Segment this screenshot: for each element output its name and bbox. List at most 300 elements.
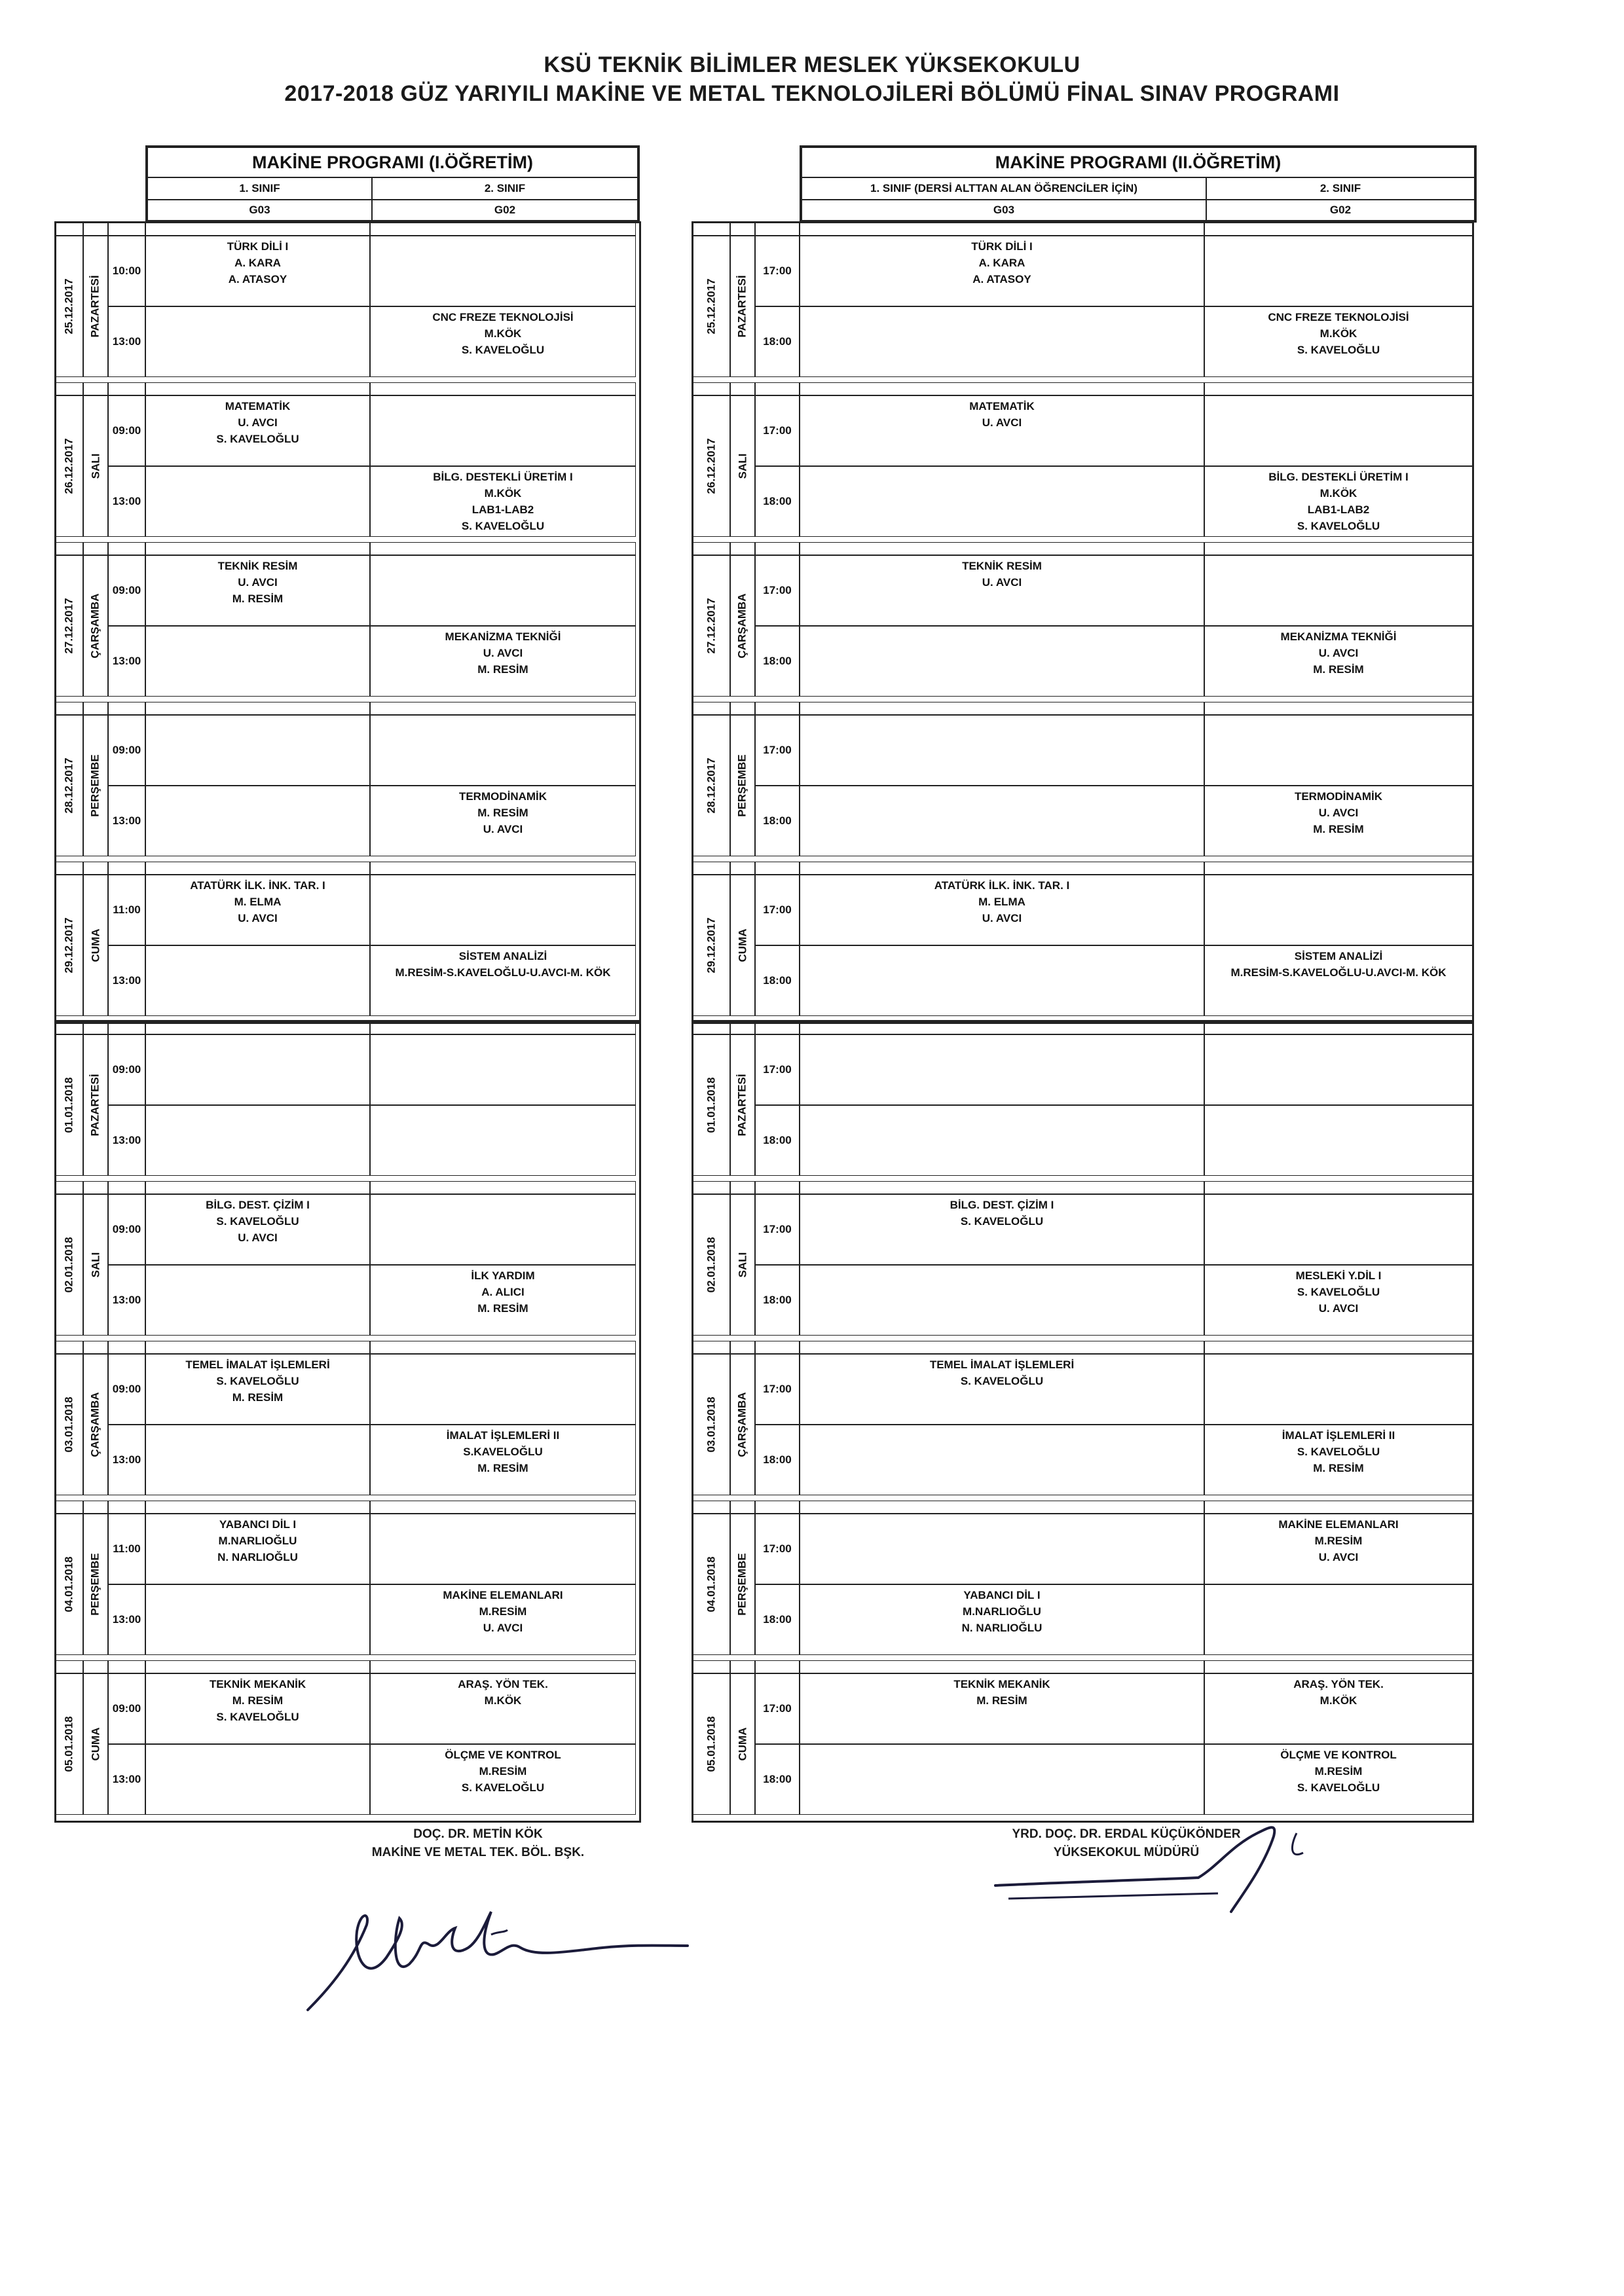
separator-cell — [800, 223, 1204, 236]
left-signatory-title: MAKİNE VE METAL TEK. BÖL. BŞK. — [371, 1846, 585, 1859]
course-name: TERMODİNAMİK — [1294, 790, 1383, 803]
date-cell — [693, 1194, 730, 1336]
weekday-cell — [83, 1514, 108, 1655]
exam-cell-class1 — [800, 555, 1204, 626]
exam-detail: S. KAVELOĞLU — [1297, 1781, 1380, 1794]
date-cell — [56, 1673, 83, 1815]
course-name: ÖLÇME VE KONTROL — [1280, 1749, 1397, 1761]
exam-cell-class2 — [370, 1194, 636, 1265]
exam-detail: S. KAVELOĞLU — [1297, 520, 1380, 532]
left-col1-room: G03 — [147, 200, 372, 221]
separator-cell — [1204, 382, 1473, 395]
course-name: ÖLÇME VE KONTROL — [445, 1749, 561, 1761]
exam-cell-class1 — [800, 236, 1204, 306]
weekday-label: CUMA — [736, 928, 748, 962]
date-label: 25.12.2017 — [705, 278, 718, 335]
separator-cell — [800, 382, 1204, 395]
separator-cell — [693, 1181, 730, 1194]
separator-cell — [83, 1660, 108, 1673]
date-cell — [56, 875, 83, 1016]
exam-detail: S. KAVELOĞLU — [461, 344, 545, 356]
separator-cell — [56, 382, 83, 395]
separator-cell — [108, 1341, 145, 1354]
right-col1-room: G03 — [802, 200, 1206, 221]
separator-cell — [730, 542, 755, 555]
time-label: 13:00 — [112, 814, 141, 827]
exam-detail: M.RESİM-S.KAVELOĞLU-U.AVCI-M. KÖK — [395, 966, 611, 979]
time-cell — [108, 1105, 145, 1176]
date-label: 25.12.2017 — [63, 278, 75, 335]
separator-cell — [83, 702, 108, 715]
exam-cell-class2 — [1204, 306, 1473, 377]
separator-cell — [755, 702, 800, 715]
separator-cell — [1204, 702, 1473, 715]
weekday-cell — [730, 395, 755, 537]
exam-cell-class2 — [370, 395, 636, 466]
weekday-label: PAZARTESİ — [89, 1074, 102, 1137]
exam-cell-class1 — [145, 555, 370, 626]
separator-cell — [730, 1660, 755, 1673]
time-label: 17:00 — [763, 1223, 792, 1235]
exam-cell-class2 — [370, 1673, 636, 1744]
exam-cell-class1 — [145, 1584, 370, 1655]
course-name: CNC FREZE TEKNOLOJİSİ — [432, 311, 574, 323]
exam-cell-class1 — [145, 626, 370, 697]
separator-cell — [693, 1341, 730, 1354]
date-cell — [56, 1034, 83, 1176]
time-label: 13:00 — [112, 335, 141, 348]
weekday-label: SALI — [736, 1252, 749, 1278]
exam-detail: U. AVCI — [483, 647, 523, 659]
exam-detail: S. KAVELOĞLU — [1297, 1286, 1380, 1298]
time-cell — [755, 945, 800, 1016]
time-cell — [755, 1194, 800, 1265]
time-label: 13:00 — [112, 1294, 141, 1306]
right-signatory-name: YRD. DOÇ. DR. ERDAL KÜÇÜKÖNDER — [1012, 1827, 1241, 1841]
exam-detail: M. RESİM — [477, 807, 528, 819]
course-name: TEKNİK MEKANİK — [953, 1678, 1050, 1690]
separator-cell — [145, 1341, 370, 1354]
date-label: 27.12.2017 — [705, 598, 718, 654]
separator-cell — [83, 223, 108, 236]
separator-cell — [370, 1501, 636, 1514]
date-cell — [693, 395, 730, 537]
exam-detail: M.NARLIOĞLU — [963, 1605, 1041, 1618]
weekday-cell — [83, 395, 108, 537]
time-label: 09:00 — [112, 1063, 141, 1076]
separator-cell — [108, 223, 145, 236]
separator-cell — [693, 542, 730, 555]
date-cell — [693, 555, 730, 697]
time-cell — [755, 1354, 800, 1425]
weekday-label: CUMA — [736, 1727, 748, 1761]
time-label: 09:00 — [112, 1702, 141, 1715]
separator-cell — [730, 223, 755, 236]
date-label: 28.12.2017 — [705, 757, 718, 814]
separator-cell — [370, 862, 636, 875]
exam-detail: S. KAVELOĞLU — [216, 1215, 299, 1228]
time-cell — [755, 1584, 800, 1655]
day-block — [693, 382, 1473, 542]
separator-cell — [108, 1501, 145, 1514]
time-label: 17:00 — [763, 1702, 792, 1715]
exam-detail: M.NARLIOĞLU — [218, 1535, 297, 1547]
separator-cell — [83, 542, 108, 555]
right-col2-class: 2. SINIF — [1206, 177, 1475, 200]
separator-cell — [1204, 1501, 1473, 1514]
exam-detail: U. AVCI — [483, 823, 523, 835]
date-label: 26.12.2017 — [63, 438, 75, 494]
time-label: 11:00 — [113, 1542, 141, 1555]
exam-cell-class1 — [145, 1425, 370, 1495]
exam-detail: A. ATASOY — [228, 273, 287, 285]
time-label: 13:00 — [112, 1773, 141, 1785]
separator-cell — [370, 1021, 636, 1034]
day-block — [693, 862, 1473, 1021]
left-program-header — [145, 145, 640, 223]
right-col2-room: G02 — [1206, 200, 1475, 221]
course-name: BİLG. DEST. ÇİZİM I — [950, 1199, 1054, 1211]
exam-detail: M.KÖK — [484, 487, 522, 500]
course-name: TERMODİNAMİK — [458, 790, 547, 803]
weekday-cell — [730, 555, 755, 697]
exam-detail: N. NARLIOĞLU — [961, 1622, 1043, 1634]
separator-cell — [800, 1341, 1204, 1354]
exam-detail: U. AVCI — [238, 912, 278, 924]
exam-detail: U. AVCI — [982, 912, 1022, 924]
separator-cell — [1204, 1660, 1473, 1673]
course-name: BİLG. DEST. ÇİZİM I — [206, 1199, 310, 1211]
time-cell — [108, 306, 145, 377]
exam-cell-class2 — [1204, 1034, 1473, 1105]
time-cell — [755, 1425, 800, 1495]
time-label: 13:00 — [112, 1453, 141, 1466]
exam-detail: U. AVCI — [238, 416, 278, 429]
separator-cell — [730, 702, 755, 715]
separator-cell — [108, 542, 145, 555]
separator-cell — [145, 1501, 370, 1514]
separator-cell — [730, 862, 755, 875]
separator-cell — [108, 862, 145, 875]
course-name: TEMEL İMALAT İŞLEMLERİ — [185, 1358, 330, 1371]
exam-cell-class2 — [1204, 395, 1473, 466]
time-cell — [755, 306, 800, 377]
exam-cell-class2 — [1204, 786, 1473, 856]
exam-detail: A. ALICI — [481, 1286, 525, 1298]
exam-detail: S. KAVELOĞLU — [1297, 1446, 1380, 1458]
date-label: 03.01.2018 — [705, 1396, 718, 1453]
course-name: ARAŞ. YÖN TEK. — [458, 1678, 548, 1690]
time-label: 18:00 — [763, 1453, 792, 1466]
exam-detail: M. RESİM — [232, 1391, 284, 1404]
time-label: 17:00 — [763, 584, 792, 596]
page-title: KSÜ TEKNİK BİLİMLER MESLEK YÜKSEKOKULU — [544, 52, 1080, 77]
exam-cell-class1 — [145, 945, 370, 1016]
exam-cell-class1 — [800, 1034, 1204, 1105]
exam-cell-class2 — [1204, 626, 1473, 697]
exam-detail: U. AVCI — [1318, 1302, 1359, 1315]
day-block — [693, 1181, 1473, 1341]
weekday-label: PERŞEMBE — [736, 754, 749, 817]
separator-cell — [83, 1181, 108, 1194]
separator-cell — [1204, 1341, 1473, 1354]
left-col2-room: G02 — [372, 200, 638, 221]
separator-cell — [370, 542, 636, 555]
course-name: MEKANİZMA TEKNİĞİ — [1280, 630, 1397, 643]
time-cell — [108, 1194, 145, 1265]
exam-cell-class2 — [1204, 1744, 1473, 1815]
exam-cell-class1 — [145, 715, 370, 786]
time-label: 17:00 — [763, 264, 792, 277]
date-cell — [693, 1673, 730, 1815]
right-program-title: MAKİNE PROGRAMI (II.ÖĞRETİM) — [802, 147, 1475, 177]
weekday-cell — [83, 875, 108, 1016]
weekday-label: PERŞEMBE — [736, 1553, 749, 1616]
exam-detail: A. KARA — [978, 257, 1025, 269]
exam-cell-class1 — [800, 466, 1204, 537]
exam-cell-class1 — [145, 306, 370, 377]
course-name: MESLEKİ Y.DİL I — [1295, 1269, 1382, 1282]
exam-detail: LAB1-LAB2 — [1307, 503, 1370, 516]
course-name: MATEMATİK — [225, 400, 291, 412]
separator-cell — [370, 1181, 636, 1194]
separator-cell — [800, 1501, 1204, 1514]
time-label: 17:00 — [763, 1383, 792, 1395]
day-block — [56, 1501, 636, 1660]
exam-cell-class2 — [370, 1744, 636, 1815]
exam-cell-class1 — [800, 1194, 1204, 1265]
date-label: 29.12.2017 — [705, 917, 718, 974]
time-cell — [108, 1425, 145, 1495]
exam-cell-class1 — [145, 236, 370, 306]
time-label: 17:00 — [763, 744, 792, 756]
day-block — [56, 702, 636, 862]
separator-cell — [83, 1021, 108, 1034]
separator-cell — [56, 223, 83, 236]
weekday-cell — [730, 875, 755, 1016]
page-subtitle: 2017-2018 GÜZ YARIYILI MAKİNE VE METAL TEKNOLOJİLERİ BÖLÜMÜ FİNAL SINAV PROGRAMI — [284, 81, 1340, 106]
course-name: TEMEL İMALAT İŞLEMLERİ — [929, 1358, 1075, 1371]
weekday-label: CUMA — [89, 928, 101, 962]
time-label: 18:00 — [763, 974, 792, 987]
exam-cell-class2 — [1204, 1584, 1473, 1655]
exam-cell-class2 — [1204, 1673, 1473, 1744]
exam-detail: M. RESİM — [477, 663, 528, 676]
course-name: TÜRK DİLİ I — [971, 240, 1033, 253]
date-cell — [693, 875, 730, 1016]
exam-cell-class2 — [370, 306, 636, 377]
exam-cell-class2 — [370, 1425, 636, 1495]
weekday-cell — [83, 1354, 108, 1495]
course-name: MAKİNE ELEMANLARI — [443, 1589, 563, 1601]
time-cell — [108, 555, 145, 626]
separator-cell — [693, 1501, 730, 1514]
date-label: 29.12.2017 — [63, 917, 75, 974]
time-label: 18:00 — [763, 335, 792, 348]
weekday-cell — [83, 715, 108, 856]
exam-cell-class1 — [800, 1584, 1204, 1655]
exam-cell-class2 — [1204, 466, 1473, 537]
separator-cell — [693, 702, 730, 715]
date-cell — [693, 1354, 730, 1495]
exam-cell-class1 — [145, 1194, 370, 1265]
left-handwritten-signature — [295, 1886, 701, 2016]
separator-cell — [730, 1181, 755, 1194]
time-cell — [755, 466, 800, 537]
date-cell — [693, 715, 730, 856]
right-col1-class: 1. SINIF (DERSİ ALTTAN ALAN ÖĞRENCİLER İÇİN) — [802, 177, 1206, 200]
separator-cell — [693, 1660, 730, 1673]
exam-detail: U. AVCI — [982, 576, 1022, 589]
exam-cell-class2 — [370, 715, 636, 786]
exam-detail: M.KÖK — [484, 1694, 522, 1707]
separator-cell — [800, 542, 1204, 555]
weekday-cell — [730, 715, 755, 856]
separator-cell — [108, 702, 145, 715]
left-col2-class: 2. SINIF — [372, 177, 638, 200]
exam-cell-class2 — [370, 626, 636, 697]
separator-cell — [693, 1021, 730, 1034]
course-name: ATATÜRK İLK. İNK. TAR. I — [190, 879, 325, 892]
time-label: 13:00 — [112, 974, 141, 987]
separator-cell — [755, 382, 800, 395]
separator-cell — [56, 862, 83, 875]
exam-cell-class1 — [145, 1105, 370, 1176]
weekday-cell — [83, 236, 108, 377]
exam-detail: S. KAVELOĞLU — [216, 1375, 299, 1387]
separator-cell — [800, 862, 1204, 875]
time-label: 09:00 — [112, 424, 141, 437]
separator-cell — [56, 702, 83, 715]
separator-cell — [83, 862, 108, 875]
separator-cell — [370, 1341, 636, 1354]
weekday-label: CUMA — [89, 1727, 101, 1761]
time-cell — [755, 626, 800, 697]
exam-cell-class2 — [1204, 236, 1473, 306]
exam-detail: M. RESİM — [232, 592, 284, 605]
separator-cell — [755, 1181, 800, 1194]
date-cell — [56, 555, 83, 697]
separator-cell — [755, 223, 800, 236]
time-cell — [755, 875, 800, 945]
time-cell — [108, 466, 145, 537]
separator-cell — [108, 1021, 145, 1034]
separator-cell — [370, 702, 636, 715]
exam-detail: M. RESİM — [477, 1462, 528, 1474]
separator-cell — [56, 542, 83, 555]
separator-cell — [145, 1660, 370, 1673]
exam-detail: U. AVCI — [1318, 807, 1359, 819]
exam-cell-class2 — [1204, 1265, 1473, 1336]
separator-cell — [56, 1021, 83, 1034]
time-cell — [755, 555, 800, 626]
exam-cell-class2 — [1204, 875, 1473, 945]
separator-cell — [755, 1021, 800, 1034]
date-cell — [56, 1354, 83, 1495]
time-cell — [108, 1514, 145, 1584]
course-name: BİLG. DESTEKLİ ÜRETİM I — [1268, 471, 1409, 483]
exam-detail: M.RESİM — [479, 1605, 527, 1618]
day-block — [56, 862, 636, 1021]
weekday-label: ÇARŞAMBA — [89, 593, 102, 659]
exam-detail: A. ATASOY — [972, 273, 1031, 285]
exam-cell-class2 — [1204, 715, 1473, 786]
exam-cell-class1 — [800, 306, 1204, 377]
time-label: 18:00 — [763, 1773, 792, 1785]
date-label: 04.01.2018 — [705, 1556, 718, 1613]
course-name: TEKNİK MEKANİK — [209, 1678, 306, 1690]
exam-cell-class2 — [370, 1034, 636, 1105]
time-label: 17:00 — [763, 424, 792, 437]
time-cell — [108, 1354, 145, 1425]
time-label: 17:00 — [763, 1063, 792, 1076]
date-cell — [56, 236, 83, 377]
course-name: İMALAT İŞLEMLERİ II — [446, 1429, 560, 1442]
weekday-label: SALI — [736, 453, 749, 479]
date-label: 01.01.2018 — [63, 1077, 75, 1133]
separator-cell — [1204, 542, 1473, 555]
weekday-label: ÇARŞAMBA — [736, 593, 749, 659]
weekday-cell — [730, 236, 755, 377]
separator-cell — [370, 382, 636, 395]
exam-cell-class1 — [800, 626, 1204, 697]
exam-detail: U. AVCI — [1318, 647, 1359, 659]
weekday-label: PAZARTESİ — [89, 275, 102, 338]
exam-cell-class1 — [145, 1673, 370, 1744]
exam-detail: M.RESİM — [1314, 1535, 1363, 1547]
time-label: 18:00 — [763, 1294, 792, 1306]
exam-cell-class2 — [1204, 1425, 1473, 1495]
separator-cell — [755, 542, 800, 555]
exam-cell-class1 — [800, 1744, 1204, 1815]
separator-cell — [145, 382, 370, 395]
exam-cell-class2 — [370, 1105, 636, 1176]
time-label: 18:00 — [763, 1613, 792, 1626]
exam-cell-class1 — [800, 945, 1204, 1016]
time-cell — [108, 395, 145, 466]
exam-cell-class1 — [145, 1354, 370, 1425]
exam-detail: M. RESİM — [232, 1694, 284, 1707]
exam-detail: U. AVCI — [238, 1231, 278, 1244]
exam-cell-class2 — [370, 1584, 636, 1655]
date-label: 02.01.2018 — [63, 1237, 75, 1293]
exam-cell-class2 — [1204, 1514, 1473, 1584]
separator-cell — [693, 382, 730, 395]
day-block — [693, 702, 1473, 862]
time-label: 13:00 — [112, 495, 141, 507]
date-cell — [693, 1514, 730, 1655]
time-label: 18:00 — [763, 655, 792, 667]
exam-cell-class2 — [1204, 1194, 1473, 1265]
exam-cell-class1 — [145, 786, 370, 856]
right-signatory-title: YÜKSEKOKUL MÜDÜRÜ — [1053, 1846, 1200, 1859]
exam-cell-class1 — [145, 466, 370, 537]
separator-cell — [370, 223, 636, 236]
date-cell — [56, 1194, 83, 1336]
weekday-cell — [83, 1194, 108, 1336]
time-cell — [755, 236, 800, 306]
course-name: TEKNİK RESİM — [217, 560, 298, 572]
time-cell — [108, 715, 145, 786]
exam-detail: S. KAVELOĞLU — [216, 1711, 299, 1723]
separator-cell — [108, 1660, 145, 1673]
separator-cell — [56, 1181, 83, 1194]
separator-cell — [370, 1660, 636, 1673]
separator-cell — [108, 1181, 145, 1194]
exam-cell-class1 — [145, 875, 370, 945]
exam-cell-class2 — [370, 1514, 636, 1584]
course-name: TEKNİK RESİM — [962, 560, 1042, 572]
